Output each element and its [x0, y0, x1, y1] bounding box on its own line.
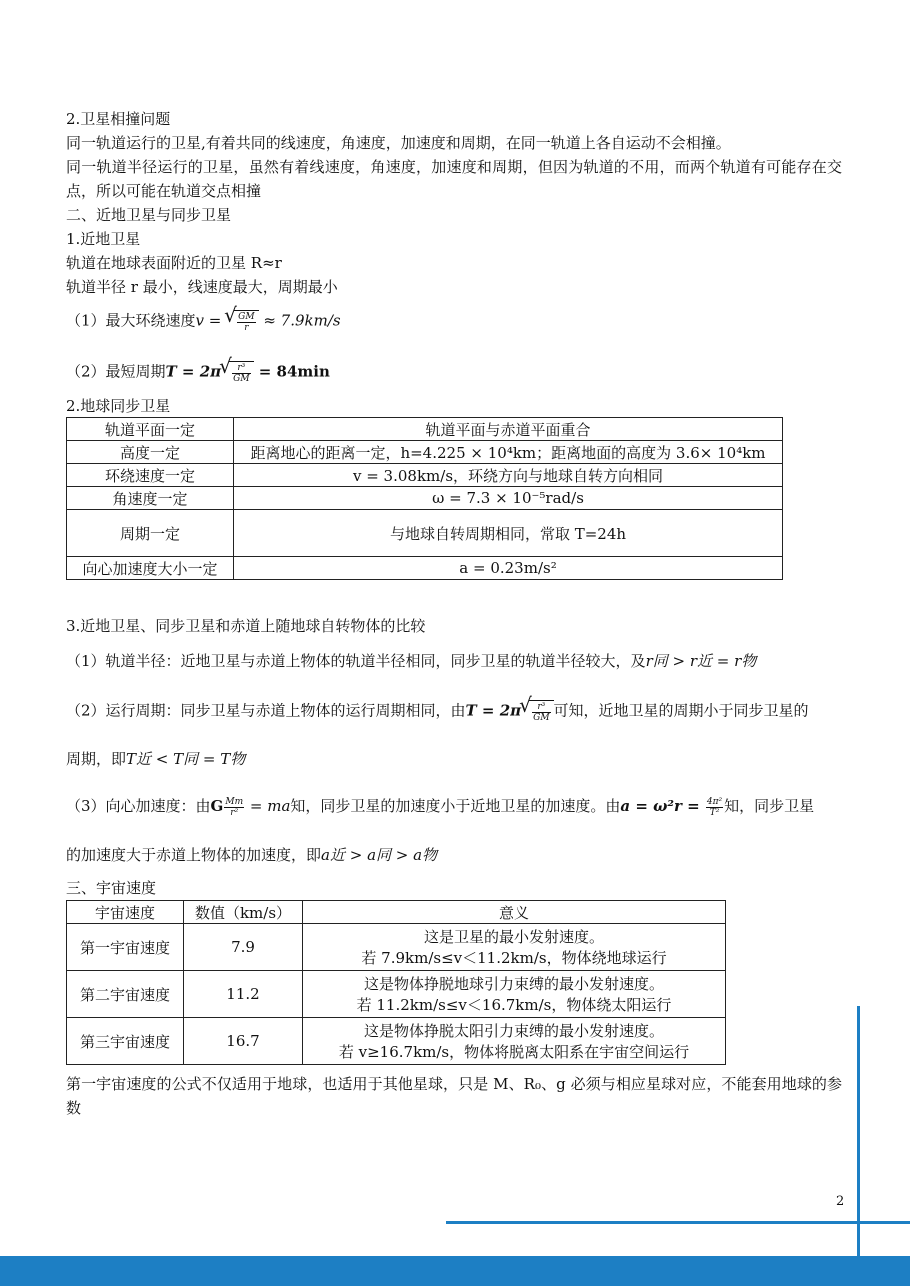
paragraph: 同一轨道半径运行的卫星，虽然有着线速度，角速度，加速度和周期，但因为轨道的不用，而两个轨道有可能存在交点，所以可能在轨道交点相撞: [66, 158, 842, 200]
comparison-period: （2）运行周期：同步卫星与赤道上物体的运行周期相同，由T = 2π √ $\frac{\text{r³}}{GM}$ 可知，近地卫星的周期小于同步卫星的: [66, 700, 809, 723]
comparison-radius: （1）轨道半径：近地卫星与赤道上物体的轨道半径相同，同步卫星的轨道半径较大，及r同 > r近 = r物: [66, 652, 757, 670]
footer-band: [0, 1256, 910, 1286]
section-heading-3: 三、宇宙速度: [66, 879, 157, 897]
table-row: 第二宇宙速度 11.2 这是物体挣脱地球引力束缚的最小发射速度。 若 11.2km/s≤v＜16.7km/s，物体绕太阳运行: [67, 971, 726, 1018]
geostationary-table: [66, 417, 783, 580]
formula-max-velocity: （1）最大环绕速度v = √ $\frac{GM}{r}$ ≈ 7.9km/s: [66, 310, 341, 333]
table-header-row: 宇宙速度 数值（km/s） 意义: [67, 901, 726, 924]
table-row: 周期一定 与地球自转周期相同，常取 T=24h: [67, 510, 783, 557]
page-number: 2: [836, 1194, 845, 1209]
subheading-near-earth: 1.近地卫星: [66, 230, 141, 248]
table-row: 轨道平面一定 轨道平面与赤道平面重合: [67, 418, 783, 441]
table-row: 第一宇宙速度 7.9 这是卫星的最小发射速度。 若 7.9km/s≤v＜11.2km/s，物体绕地球运行: [67, 924, 726, 971]
paragraph-note: 第一宇宙速度的公式不仅适用于地球，也适用于其他星球，只是 M、R₀、g 必须与相应星球对应，不能套用地球的参数: [66, 1075, 842, 1117]
paragraph: 同一轨道运行的卫星,有着共同的线速度，角速度，加速度和周期，在同一轨道上各自运动不会相撞。: [66, 134, 731, 152]
paragraph: 轨道在地球表面附近的卫星 R≈r: [66, 254, 282, 272]
section-heading-2: 二、近地卫星与同步卫星: [66, 206, 232, 224]
comparison-acceleration-cont: 的加速度大于赤道上物体的加速度，即a近 > a同 > a物: [66, 846, 438, 864]
formula-min-period: （2）最短周期T = 2π √ $\frac{\text{r³}}{GM}$ = 84min: [66, 361, 330, 384]
decorative-vertical-line: [857, 1006, 860, 1256]
cosmic-velocity-table: [66, 900, 726, 1065]
table-row: 环绕速度一定 v = 3.08km/s，环绕方向与地球自转方向相同: [67, 464, 783, 487]
subheading-geostationary: 2.地球同步卫星: [66, 397, 171, 415]
table-row: 高度一定 距离地心的距离一定，h=4.225 × 10⁴km；距离地面的高度为 3.6× 10⁴km: [67, 441, 783, 464]
heading-collision: 2.卫星相撞问题: [66, 110, 171, 128]
table-row: 向心加速度大小一定 a = 0.23m/s²: [67, 557, 783, 580]
table-row: 第三宇宙速度 16.7 这是物体挣脱太阳引力束缚的最小发射速度。 若 v≥16.7km/s，物体将脱离太阳系在宇宙空间运行: [67, 1018, 726, 1065]
decorative-horizontal-line: [446, 1221, 910, 1224]
comparison-acceleration: （3）向心加速度：由G $\frac{Mm}{\text{r²}}$ = ma知，同步卫星的加速度小于近地卫星的加速度。由a = ω²r = $\frac{\text{4π²}}{\text{T²}}$ 知，同步卫星: [66, 796, 815, 818]
paragraph: 轨道半径 r 最小，线速度最大，周期最小: [66, 278, 338, 296]
table-row: 角速度一定 ω = 7.3 × 10⁻⁵rad/s: [67, 487, 783, 510]
subheading-comparison: 3.近地卫星、同步卫星和赤道上随地球自转物体的比较: [66, 617, 426, 635]
comparison-period-cont: 周期，即T近 < T同 = T物: [66, 750, 246, 768]
